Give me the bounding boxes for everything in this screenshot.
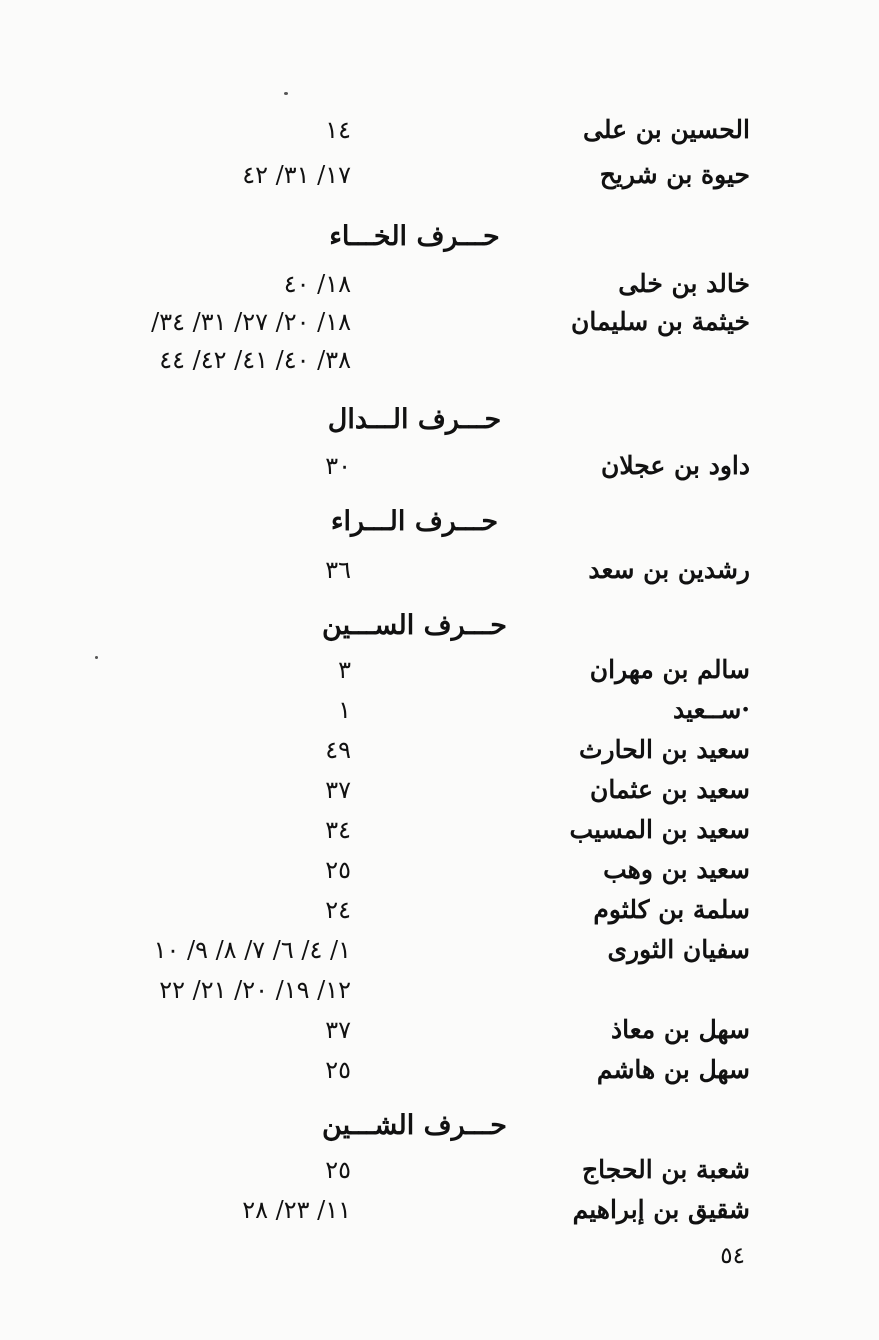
entry-references: ١٤: [325, 116, 351, 144]
index-entry: [0, 264, 879, 304]
entry-references: ٢٥: [325, 1056, 351, 1084]
entry-references: ٤٩: [325, 736, 351, 764]
entry-name: سهل بن هاشم: [596, 1055, 750, 1084]
index-entry: [0, 550, 879, 590]
letter-heading-text: حـــرف الـــدال: [327, 404, 502, 435]
entry-references: ١١/ ٢٣/ ٢٨: [242, 1196, 351, 1224]
entry-name: سعيد بن وهب: [603, 855, 750, 884]
letter-heading: [0, 500, 879, 544]
print-speck: [95, 656, 98, 659]
letter-heading: [0, 1104, 879, 1148]
entry-name: شعبة بن الحجاج: [582, 1155, 750, 1184]
entry-name: شقيق بن إبراهيم: [572, 1195, 750, 1224]
index-entry: [0, 446, 879, 486]
entry-references: ٢٥: [325, 1156, 351, 1184]
entry-references: ٢٤: [325, 896, 351, 924]
print-speck: [284, 92, 288, 95]
entry-references: ٣٦: [325, 556, 351, 584]
entry-references: ٣٧: [325, 1016, 351, 1044]
entry-references: ١٢/ ١٩/ ٢٠/ ٢١/ ٢٢: [159, 976, 351, 1004]
index-entry: [0, 110, 879, 150]
letter-heading: [0, 215, 879, 259]
index-entry: [0, 850, 879, 890]
entry-name: الحسين بن على: [582, 115, 750, 144]
entry-name: سالم بن مهران: [589, 655, 750, 684]
index-entry: [0, 770, 879, 810]
letter-heading: [0, 398, 879, 442]
entry-references: ٣٨/ ٤٠/ ٤١/ ٤٢/ ٤٤: [159, 346, 351, 374]
index-entry: [0, 155, 879, 195]
entry-references: ١: [338, 696, 351, 724]
entry-references: ٣٠: [325, 452, 351, 480]
index-entry: [0, 1190, 879, 1230]
entry-references: ١٨/ ٢٠/ ٢٧/ ٣١/ ٣٤/: [151, 308, 351, 336]
index-entry: [0, 810, 879, 850]
index-entry: [0, 930, 879, 970]
letter-heading-text: حـــرف الشـــين: [322, 1110, 507, 1141]
letter-heading-text: حـــرف الـــراء: [330, 506, 499, 537]
entry-name: ·ســعيد: [672, 695, 750, 724]
index-entry: [0, 302, 879, 342]
entry-name: سعيد بن عثمان: [590, 775, 750, 804]
entry-name: سعيد بن الحارث: [579, 735, 750, 764]
entry-name: سلمة بن كلثوم: [593, 895, 750, 924]
entry-name: رشدين بن سعد: [588, 555, 750, 584]
entry-name: خيثمة بن سليمان: [571, 307, 750, 336]
entry-references: ١٧/ ٣١/ ٤٢: [242, 161, 351, 189]
index-entry: [0, 1150, 879, 1190]
entry-references: ٣٧: [325, 776, 351, 804]
index-entry: [0, 690, 879, 730]
entry-references: ١٨/ ٤٠: [283, 270, 351, 298]
index-entry: [0, 1050, 879, 1090]
index-entry: [0, 730, 879, 770]
index-entry: [0, 890, 879, 930]
index-entry: [0, 1010, 879, 1050]
entry-name: سفيان الثورى: [607, 935, 750, 964]
entry-name: سعيد بن المسيب: [569, 815, 750, 844]
entry-references: ٢٥: [325, 856, 351, 884]
letter-heading: [0, 604, 879, 648]
index-entry: [0, 970, 879, 1010]
entry-references: ٣٤: [325, 816, 351, 844]
entry-name: خالد بن خلى: [618, 269, 750, 298]
entry-name: داود بن عجلان: [600, 451, 750, 480]
letter-heading-text: حـــرف الخـــاء: [329, 221, 500, 252]
index-entry: [0, 650, 879, 690]
page-number: ٥٤: [720, 1243, 745, 1269]
entry-references: ٣: [338, 656, 351, 684]
entry-references: ١/ ٤/ ٦/ ٧/ ٨/ ٩/ ١٠: [153, 936, 351, 964]
entry-name: حيوة بن شريح: [599, 160, 750, 189]
index-entry: [0, 340, 879, 380]
entry-name: سهل بن معاذ: [610, 1015, 750, 1044]
letter-heading-text: حـــرف الســـين: [322, 610, 507, 641]
